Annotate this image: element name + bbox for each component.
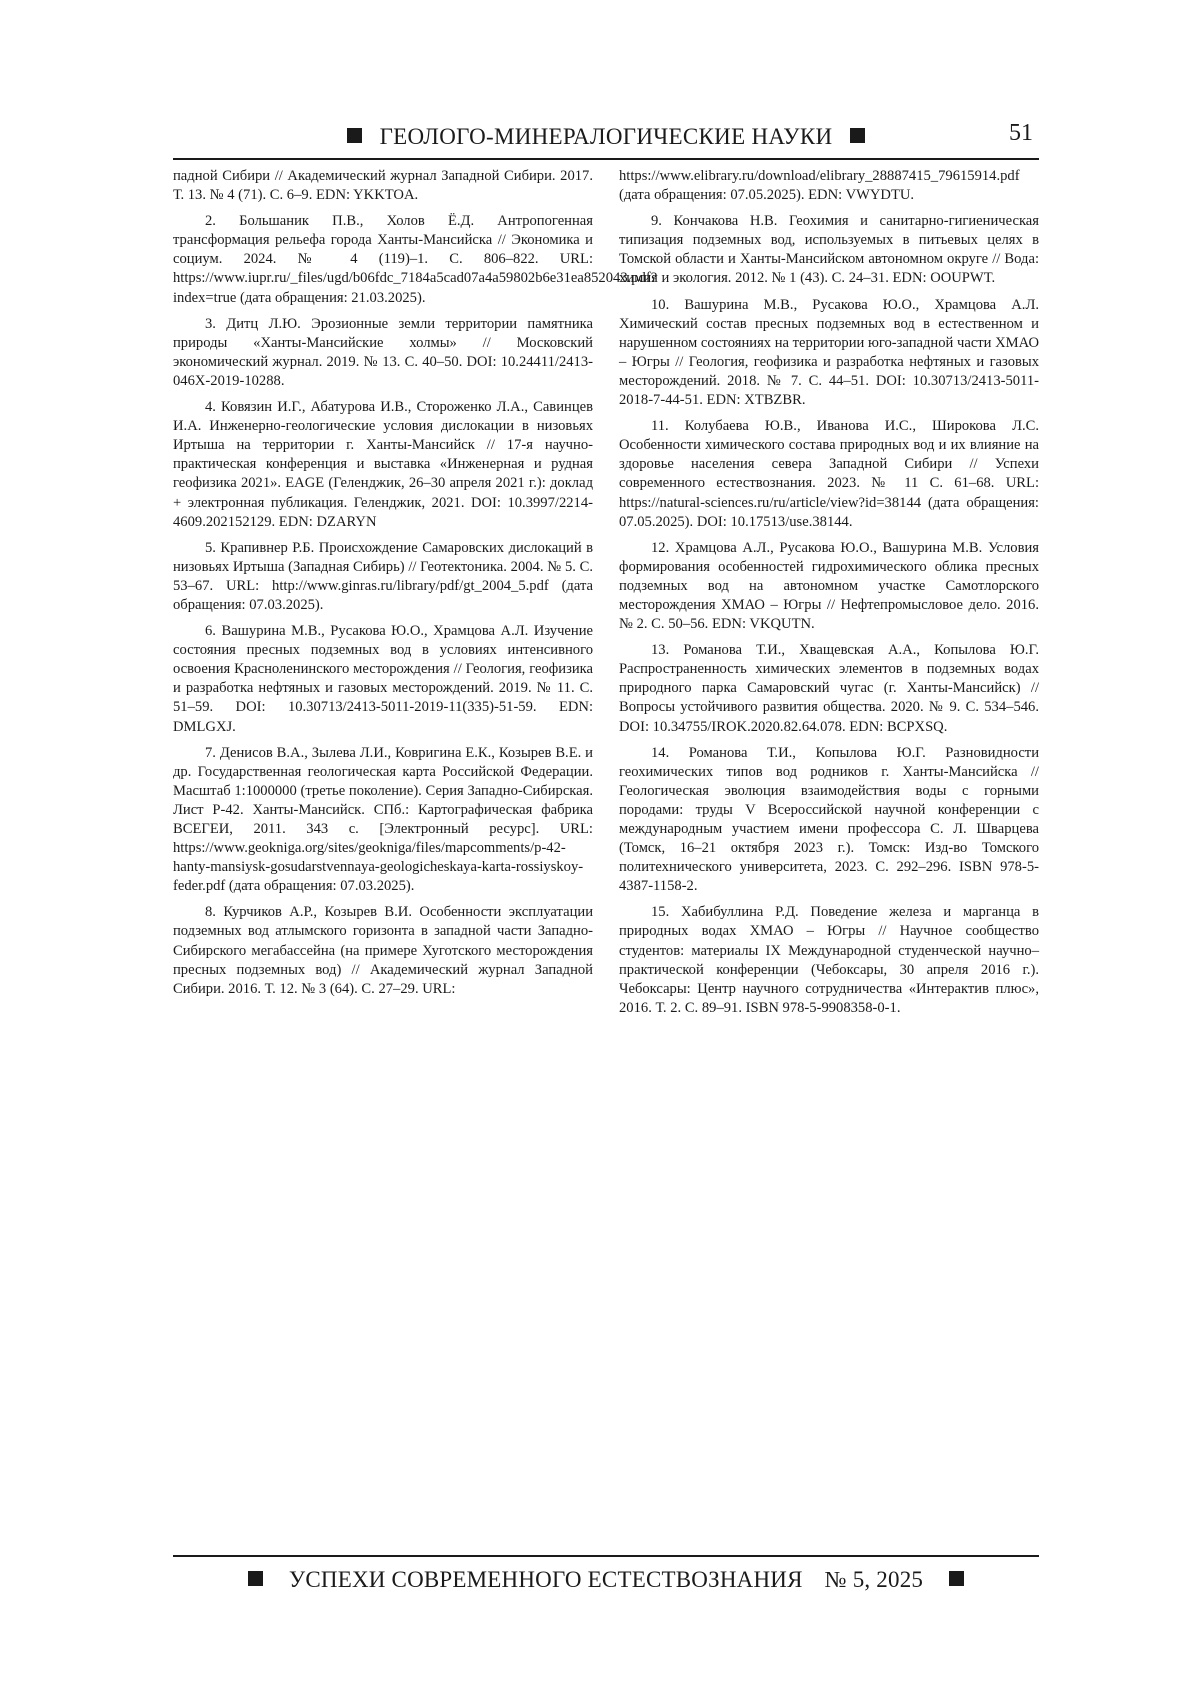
reference-item: 6. Вашурина М.В., Русакова Ю.О., Храмцова А.Л. Изучение состояния пресных подземных вод в условиях интенсивного освоения Красноленинского месторождения // Геология, геофизика и разработка нефтяных и газовых месторождений. 2019. № 11. С. 51–59. DOI: 10.30713/2413-5011-2019-11(335)-51-59. EDN: DMLGXJ. bbox=[173, 623, 593, 735]
page-header bbox=[173, 120, 1039, 160]
reference-item: 7. Денисов В.А., Зылева Л.И., Ковригина Е.К., Козырев В.Е. и др. Государственная геологическая карта Российской Федерации. Масштаб 1:1000000 (третье поколение). Серия Западно-Сибирская. Лист Р-42. Ханты-Мансийск. СПб.: Картографическая фабрика ВСЕГЕИ, 2011. 343 с. [Электронный ресурс]. URL: https://www.geokniga.org/sites/geokniga/files/mapcomments/p-42-hanty-mansiysk-gosudarstvennaya-geologicheskaya-karta-rossiyskoy-feder.pdf (дата обращения: 07.03.2025). bbox=[173, 744, 593, 895]
running-head bbox=[173, 124, 1039, 150]
reference-item: 14. Романова Т.И., Копылова Ю.Г. Разновидности геохимических типов вод родников г. Ханты-Мансийска // Геологическая эволюция взаимодействия воды с горными породами: труды V Всероссийской научной конференции с международным участием имени профессора С. Л. Шварцева (Томск, 16–21 октября 2023 г.). Томск: Изд-во Томского политехнического университета, 2023. С. 292–296. ISBN 978-5-4387-1158-2. bbox=[619, 744, 1039, 895]
square-bullet-icon bbox=[949, 1571, 964, 1586]
reference-item: падной Сибири // Академический журнал Западной Сибири. 2017. Т. 13. № 4 (71). С. 6–9. EDN: YKKTOA. bbox=[173, 168, 593, 204]
issue-number: № 5, 2025 bbox=[824, 1567, 924, 1592]
reference-item: https://www.elibrary.ru/download/elibrary_28887415_79615914.pdf (дата обращения: 07.05.2025). EDN: VWYDTU. bbox=[619, 168, 1020, 204]
footer-line bbox=[173, 1557, 1039, 1593]
reference-item: 12. Храмцова А.Л., Русакова Ю.О., Вашурина М.В. Условия формирования особенностей гидрохимического облика пресных подземных вод на автономном участке Самотлорского месторождения ХМАО – Югры // Нефтепромысловое дело. 2016. № 2. С. 50–56. EDN: VKQUTN. bbox=[619, 539, 1039, 633]
journal-title: УСПЕХИ СОВРЕМЕННОГО ЕСТЕСТВОЗНАНИЯ bbox=[288, 1567, 803, 1592]
square-bullet-icon bbox=[248, 1571, 263, 1586]
reference-item: 13. Романова Т.И., Хващевская А.А., Копылова Ю.Г. Распространенность химических элементов в подземных водах природного парка Самаровский чугас (г. Ханты-Мансийск) // Вопросы устойчивого развития общества. 2020. № 9. С. 534–546. DOI: 10.34755/IROK.2020.82.64.078. EDN: BCPXSQ. bbox=[619, 642, 1039, 735]
reference-item: 2. Большаник П.В., Холов Ё.Д. Антропогенная трансформация рельефа города Ханты-Мансийска // Экономика и социум. 2024. № 4 (119)–1. С. 806–822. URL: https://www.iupr.ru/_files/ugd/b06fdc_7184a5cad07a4a59802b6e31ea852043.pdf?index=true (дата обращения: 21.03.2025). bbox=[173, 213, 658, 306]
reference-item: 8. Курчиков А.Р., Козырев В.И. Особенности эксплуатации подземных вод атлымского горизонта в западной части Западно-Сибирского мегабассейна (на примере Хуготского месторождения пресных подземных вод) // Академический журнал Западной Сибири. 2016. Т. 12. № 3 (64). С. 27–29. URL: bbox=[173, 904, 593, 997]
reference-item: 11. Колубаева Ю.В., Иванова И.С., Широкова Л.С. Особенности химического состава природных вод и их влияние на здоровье населения севера Западной Сибири // Успехи современного естествознания. 2023. № 11 С. 61–68. URL: https://natural-sciences.ru/ru/article/view?id=38144 (дата обращения: 07.05.2025). DOI: 10.17513/use.38144. bbox=[619, 418, 1039, 530]
reference-item: 4. Ковязин И.Г., Абатурова И.В., Стороженко Л.А., Савинцев И.А. Инженерно-геологические условия дислокации в низовьях Иртыша на территории г. Ханты-Мансийск // 17-я научно-практическая конференция и выставка «Инженерная и рудная геофизика 2021». EAGE (Геленджик, 26–30 апреля 2021 г.): доклад + электронная публикация. Геленджик, 2021. DOI: 10.3997/2214-4609.202152129. EDN: DZARYN bbox=[173, 399, 593, 530]
reference-item: 3. Дитц Л.Ю. Эрозионные земли территории памятника природы «Ханты-Мансийские холмы» // Московский экономический журнал. 2019. № 13. С. 40–50. DOI: 10.24411/2413-046X-2019-10288. bbox=[173, 315, 593, 389]
square-bullet-icon bbox=[347, 128, 362, 143]
page-footer bbox=[173, 1555, 1039, 1593]
reference-item: 5. Крапивнер Р.Б. Происхождение Самаровских дислокаций в низовьях Иртыша (Западная Сибирь) // Геотектоника. 2004. № 5. С. 53–67. URL: http://www.ginras.ru/library/pdf/gt_2004_5.pdf (дата обращения: 07.03.2025). bbox=[173, 539, 593, 613]
reference-item: 15. Хабибуллина Р.Д. Поведение железа и марганца в природных водах ХМАО – Югры // Научное сообщество студентов: материалы IX Международной студенческой научно–практической конференции (Чебоксары, 30 апреля 2016 г.). Чебоксары: Центр научного сотрудничества «Интерактив плюс», 2016. Т. 2. С. 89–91. ISBN 978-5-9908358-0-1. bbox=[619, 904, 1039, 1016]
page-number: 51 bbox=[1009, 120, 1033, 146]
reference-item: 9. Кончакова Н.В. Геохимия и санитарно-гигиеническая типизация подземных вод, используемых в питьевых целях в Томской области и Ханты-Мансийском автономном округе // Вода: химия и экология. 2012. № 1 (43). С. 24–31. EDN: OOUPWT. bbox=[619, 213, 1039, 287]
right-column bbox=[619, 167, 1039, 1025]
section-title: ГЕОЛОГО-МИНЕРАЛОГИЧЕСКИЕ НАУКИ bbox=[379, 124, 833, 149]
reference-item: 10. Вашурина М.В., Русакова Ю.О., Храмцова А.Л. Химический состав пресных подземных вод в естественном и нарушенном состояниях на территории юго-западной части ХМАО – Югры // Геология, геофизика и разработка нефтяных и газовых месторождений. 2018. № 7. С. 44–51. DOI: 10.30713/2413-5011-2018-7-44-51. EDN: XTBZBR. bbox=[619, 296, 1039, 409]
left-column bbox=[173, 167, 658, 1006]
square-bullet-icon bbox=[850, 128, 865, 143]
